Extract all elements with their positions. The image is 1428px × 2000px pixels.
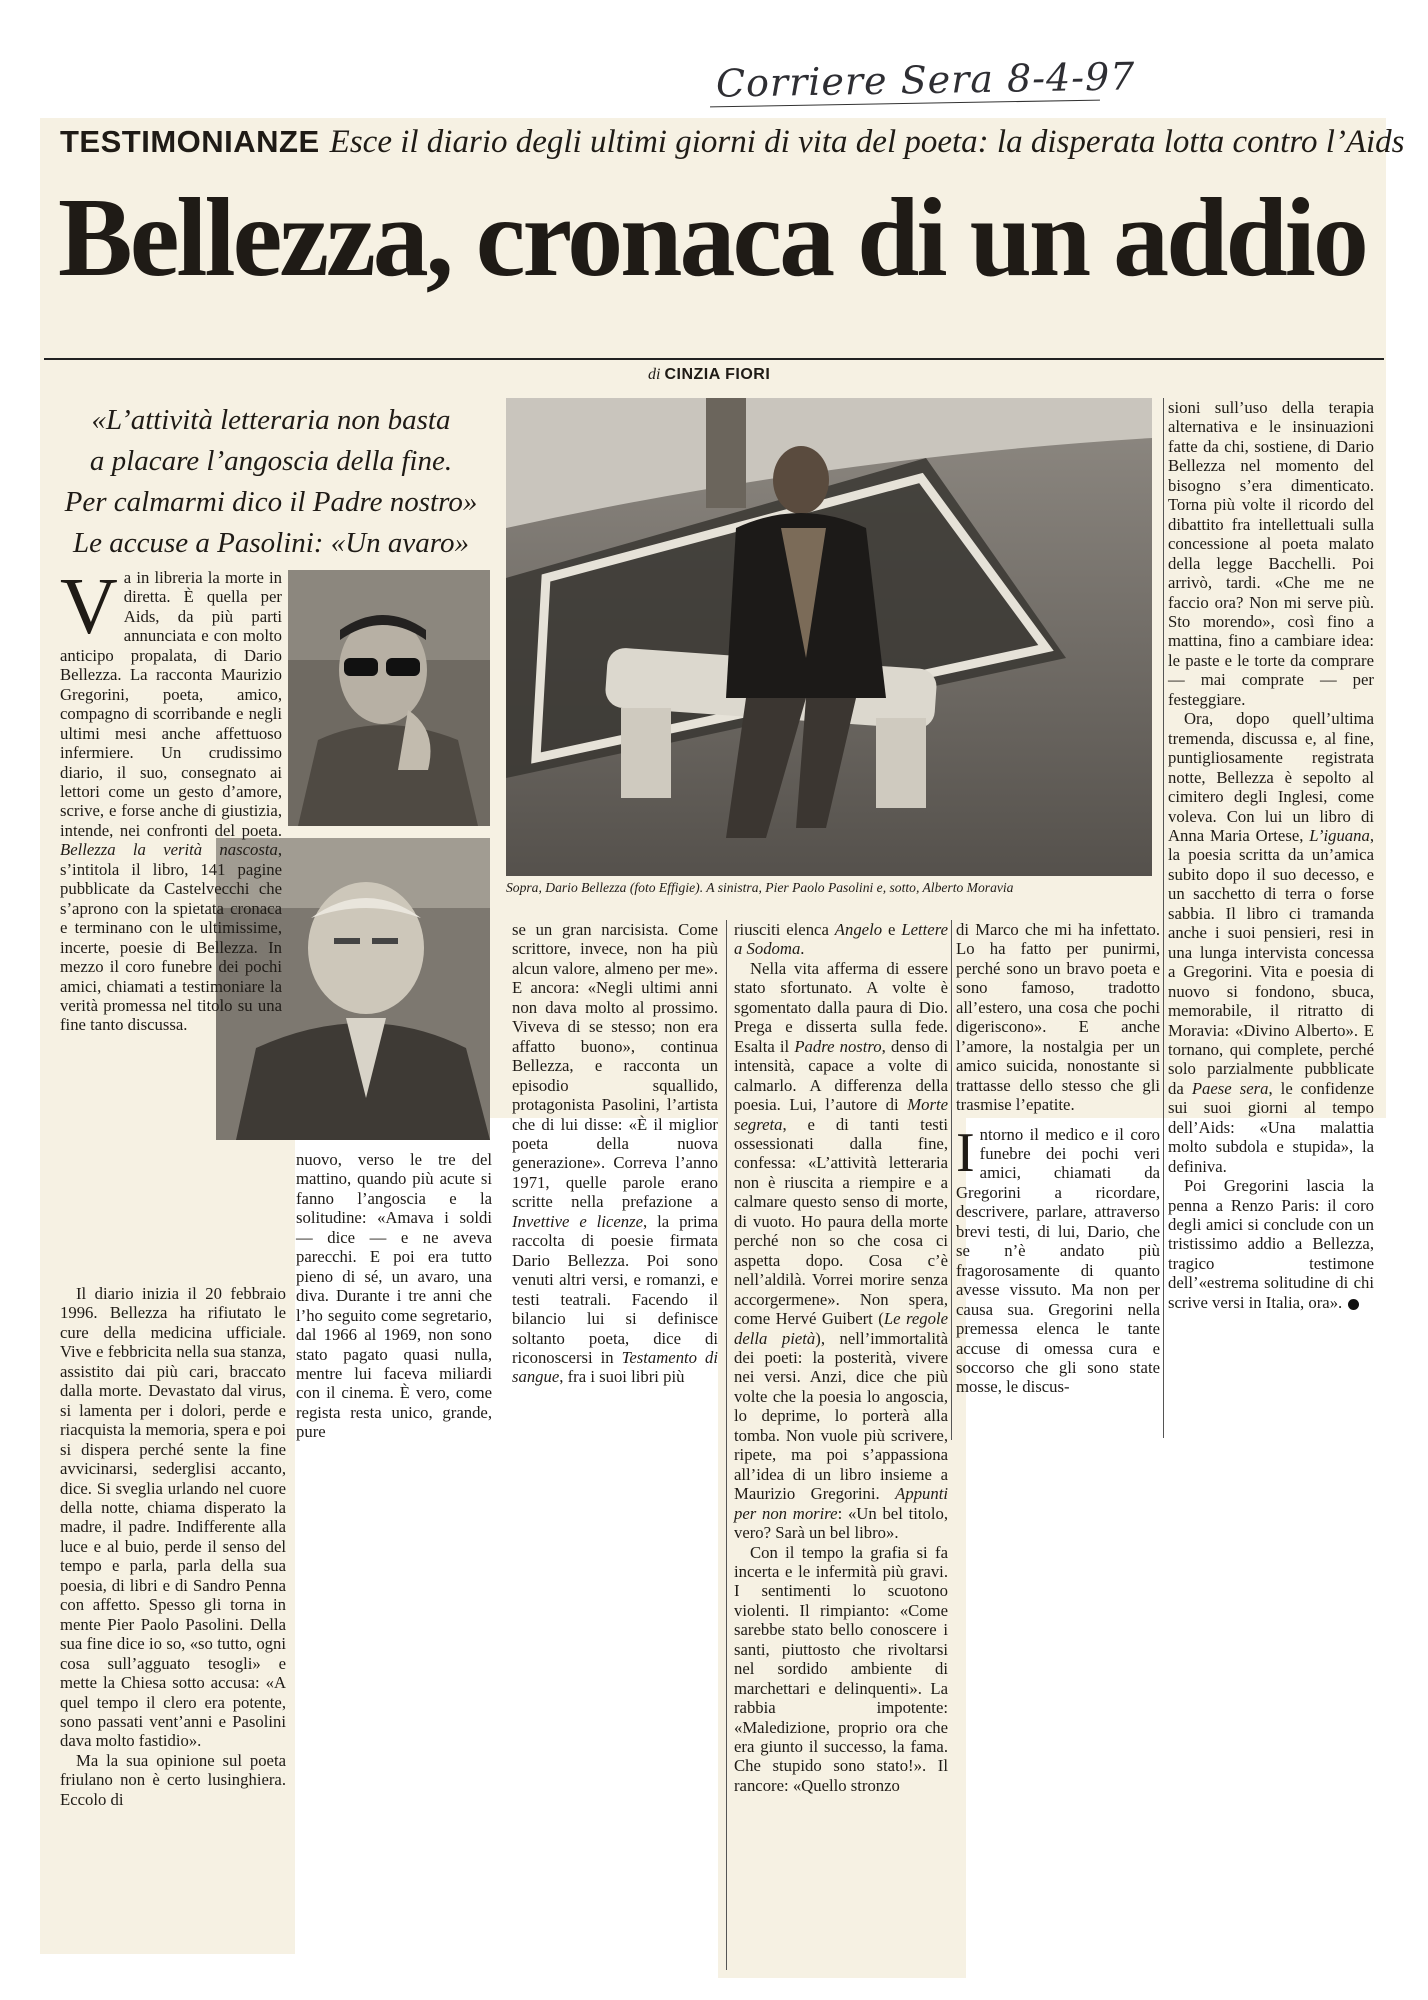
article-col-1 [60,563,282,1035]
col1-para3: Ma la sua opinione sul poeta friulano non è certo lusinghiera. Eccolo di [60,1750,286,1809]
col-divider [726,920,727,1970]
article-col-1b [60,1284,286,1809]
pull-quote: «L’attività letteraria non basta a placare l’angoscia della fine. Per calmarmi dico il Padre nostro» Le accuse a Pasolini: «Un avaro» [64,404,478,559]
col5-para2: Intorno il medico e il coro funebre dei pochi veri amici, chiamati da Gregorini a ricordare, descrivere, parlare, attraverso brevi testi, di lui, Dario, che se n’è andato più fragorosamente di quanto avesse vissuto. Ma non per causa sua. Gregorini nella premessa elenca le tante accuse di omessa cura e soccorso che gli sono state mosse, le discus- [956,1121,1160,1397]
col6-para3: Poi Gregorini lascia la penna a Renzo Paris: il coro degli amici si conclude con un tristissimo addio a Bellezza, tragico testimone dell’«estrema solitudine di chi scrive versi in Italia, ora». [1168,1176,1374,1312]
article-col-3 [512,920,718,1387]
col4-para3: Con il tempo la grafia si fa incerta e le infermità più gravi. I sentimenti lo scuotono violenti. Il rimpianto: «Come sarebbe stato bello conoscere i santi, piuttosto che rivoltarsi nel sordido ambiente di marchettari e delinquenti». La rabbia impotente: «Maledizione, proprio ora che era giunto il successo, la fama. Che stupido sono stato!». Il rancore: «Quello stronzo [734,1542,948,1795]
col1-para1: Va in libreria la morte in diretta. È quella per Aids, da più parti annunciata e con molto anticipo propalata, di Dario Bellezza. La racconta Maurizio Gregorini, poeta, amico, compagno di scorribande e negli ultimi mesi anche affettuoso infermiere. Un crudissimo diario, il suo, consegnato ai lettori come un gesto d’amore, scrive, e forse anche di giustizia, intende, nei confronti del poeta. Bellezza la verità nascosta, s’intitola il libro, 141 pagine pubblicate da Castelvecchi che s’aprono con la spietata cronaca e terminano con le ultimissime, incerte, poesie di Bellezza. In mezzo il coro funebre dei pochi amici, chiamati a testimoniare la verità promessa nel titolo su una fine tanto discussa. [60,563,282,1035]
author-name: CINZIA FIORI [664,366,771,383]
col4-para2: Nella vita afferma di essere stato sfortunato. A volte è sgomentato dalla paura di Dio. Prega e disserta sulla fede. Esalta il Padre nostro, denso di intensità, capace a volte di calmarlo. A differenza della poesia. Lui, l’autore di Morte segreta, e di tanti testi ossessionati dalla fine, confessa: «L’attività letteraria non è riuscita a riempire e a calmare questo senso di morte, di vuoto. Ho paura della morte perché non so che cosa ci aspetta dopo. Cosa c’è nell’aldilà. Vorrei morire senza accorgermene». Non spera, come Hervé Guibert (Le regole della pietà), nell’immortalità dei poeti: la posterità, vivere nei versi. Anzi, dice che più volte che la poesia lo angoscia, lo deprime, lo porterà alla tomba. Non vuole più scrivere, ripete, ma poi s’appassiona all’idea di un libro insieme a Maurizio Gregorini. Appunti per non morire: «Un bel titolo, vero? Sarà un bel libro». [734,958,949,1543]
col-divider [1163,398,1164,1438]
article-col-2 [296,1150,492,1442]
col1-para2: Il diario inizia il 20 febbraio 1996. Bellezza ha rifiutato le cure della medicina ufficiale. Vive e febbricita nella sua stanza, assistito dai più cari, braccato dalla morte. Devastato dal virus, si lamenta per i dolori, perde e riacquista la memoria, spera e poi si dispera perché sente la fine avvicinarsi, sederglisi accanto, dice. Si sveglia urlando nel cuore della notte, chiama disperato la madre, il padre. Indifferente alla luce e al buio, perde il senso del tempo e parla, parla della sua poesia, di libri e di Sandro Penna con affetto. Spesso gli torna in mente Pier Paolo Pasolini. Della sua fine dice io so, «so tutto, ogni cosa sull’agguato tesogli» e mette la Chiesa sotto accusa: «A quel tempo il clero era potente, sono passati vent’anni e Pasolini dava molto fastidio». [60,1284,286,1751]
col2-para: nuovo, verso le tre del mattino, quando più acute si fanno l’angoscia e la solitudine: «Amava i soldi — dice — e ne aveva parecchi. E poi era tutto pieno di sé, un avaro, una diva. Durante i tre anni che l’ho seguito come segretario, dal 1966 al 1969, non sono stato pagato quasi nulla, mentre lui faceva miliardi con il cinema. È vero, come regista resta unico, grande, pure [296,1150,492,1442]
dropcap-v: V [60,563,118,651]
photo-bellezza [506,398,1152,876]
article-col-4 [734,920,948,1795]
col-divider [951,920,952,1440]
col6-para2: Ora, dopo quell’ultima tremenda, discussa e, al fine, puntigliosamente registrata notte, Bellezza è sepolto al cimitero degli Inglesi, come voleva. Con lui un libro di Anna Maria Ortese, L’iguana, la poesia scritta da un’amica subito dopo il suo decesso, e un sacchetto di terra o forse sabbia. Il libro ci tramanda anche i suoi pensieri, resi in una lunga intervista concessa a Gregorini. Vita e poesia di nuovo si fondono, sbuca, memorabile, il ritratto di Moravia: «Divino Alberto». E tornano, qui complete, perché solo parzialmente pubblicate da Paese sera, le confidenze sui suoi giorni al tempo dell’Aids: «Una malattia molto subdola e stupida», la definiva. [1168,709,1374,1176]
photo-caption: Sopra, Dario Bellezza (foto Effigie). A sinistra, Pier Paolo Pasolini e, sotto, Alberto Moravia [506,880,1014,895]
section-label: TESTIMONIANZE [60,124,320,159]
kicker-subtitle: Esce il diario degli ultimi giorni di vita del poeta: la disperata lotta contro l’Aids [329,124,1405,160]
col6-para1: sioni sull’uso della terapia alternativa e le insinuazioni fatte da chi, sostiene, di Dario Bellezza nel momento del bisogno s’era dimenticato. Torna più volte il ricordo del dibattito fra intellettuali sulla concessione al poeta malato della legge Bacchelli. Poi arrivò, tardi. «Che me ne faccio ora? Non mi serve più. Sto morendo», così fino a mattina, fino a cambiare idea: le paste e le torte da comprare — mai comprate — per festeggiare. [1168,398,1374,709]
headline-rule [44,358,1384,360]
end-mark [1348,1299,1359,1310]
article-col-5 [956,920,1160,1397]
col5-para1: di Marco che mi ha infettato. Lo ha fatto per punirmi, perché sono un bravo poeta e sono famoso, tradotto all’estero, una cosa che pochi digeriscono». E anche l’amore, la nostalgia per un amico suicida, nonostante si trattasse dello stesso che gli trasmise l’epatite. [956,920,1160,1115]
article-col-6 [1168,398,1374,1312]
byline: di CINZIA FIORI [648,366,771,383]
photo-pasolini [288,570,490,826]
kicker [60,124,1405,161]
col4-para1: riusciti elenca Angelo e Lettere a Sodoma. [734,920,948,959]
headline: Bellezza, cronaca di un addio [58,176,1366,300]
handwritten-annotation: Corriere Sera 8-4-97 [715,54,1136,106]
col3-para: se un gran narcisista. Come scrittore, invece, non ha più alcun valore, almeno per me». E ancora: «Negli ultimi anni non dava molto al prossimo. Viveva di se stesso; non era affatto buono», continua Bellezza, e racconta un episodio squallido, protagonista Pasolini, l’artista che di lui disse: «È il miglior poeta della nuova generazione». Correva l’anno 1971, quelle parole erano scritte nella prefazione a Invettive e licenze, la prima raccolta di poesie firmata Dario Bellezza. Poi sono venuti altri versi, e romanzi, e testi teatrali. Facendo il bilancio lui si definisce soltanto poeta, dice di riconoscersi in Testamento di sangue, fra i suoi libri più [512,920,718,1387]
dropcap-i: I [956,1121,975,1184]
